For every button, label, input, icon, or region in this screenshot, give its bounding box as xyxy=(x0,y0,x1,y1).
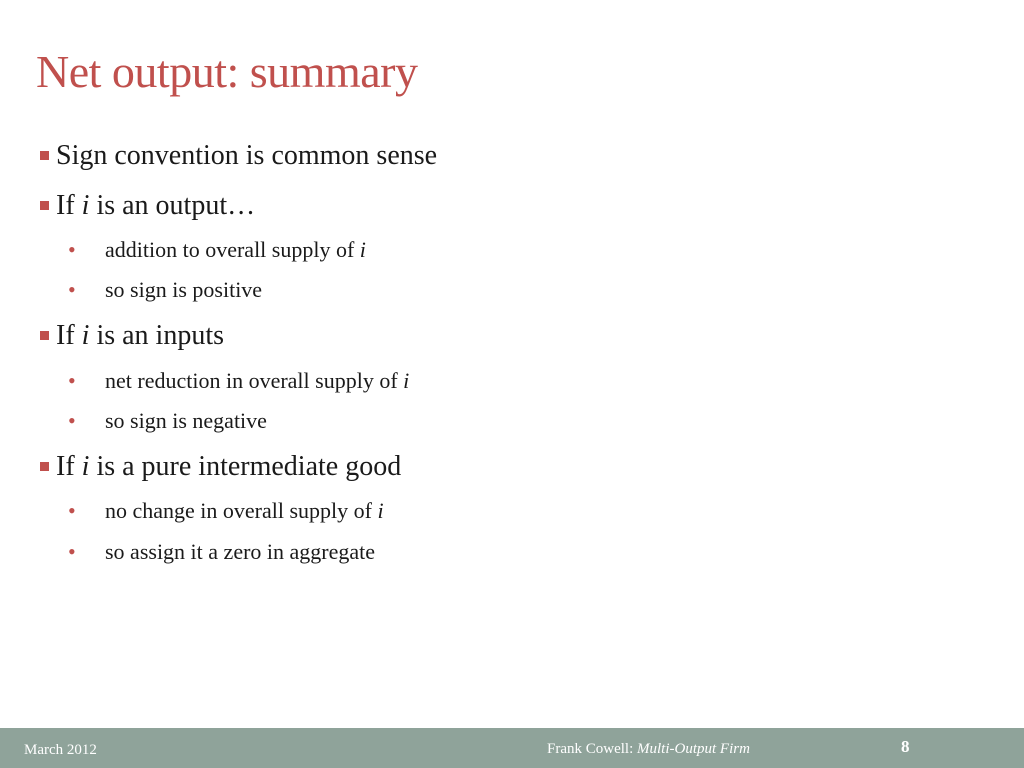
sub-bullet-text: net reduction in overall supply of i xyxy=(105,368,410,393)
square-bullet-icon xyxy=(40,201,49,210)
sub-bullet-text: no change in overall supply of i xyxy=(105,498,384,523)
bullet-text: If i is an inputs xyxy=(56,320,224,351)
dot-bullet-icon: • xyxy=(68,277,76,302)
sub-bullet-text: so sign is positive xyxy=(105,277,263,302)
dot-bullet-icon: • xyxy=(68,237,76,262)
dot-bullet-icon: • xyxy=(68,368,76,393)
bullet-text: Sign convention is common sense xyxy=(56,140,438,171)
dot-bullet-icon: • xyxy=(68,408,76,433)
footer-bar xyxy=(0,728,1024,768)
square-bullet-icon xyxy=(40,462,49,471)
dot-bullet-icon: • xyxy=(68,539,76,564)
footer-author: Frank Cowell: Multi-Output Firm xyxy=(547,741,750,757)
page-number: 8 xyxy=(901,737,910,756)
sub-bullet-text: so sign is negative xyxy=(105,408,267,433)
sub-bullet-text: addition to overall supply of i xyxy=(105,237,366,262)
square-bullet-icon xyxy=(40,331,49,340)
footer-date: March 2012 xyxy=(24,742,97,758)
slide-title: Net output: summary xyxy=(36,46,418,97)
square-bullet-icon xyxy=(40,151,49,160)
sub-bullet-text: so assign it a zero in aggregate xyxy=(105,539,376,564)
footer-course-title: Multi-Output Firm xyxy=(637,741,750,757)
dot-bullet-icon: • xyxy=(68,498,76,523)
bullet-text: If i is an output… xyxy=(56,190,256,221)
bullet-text: If i is a pure intermediate good xyxy=(56,451,402,482)
